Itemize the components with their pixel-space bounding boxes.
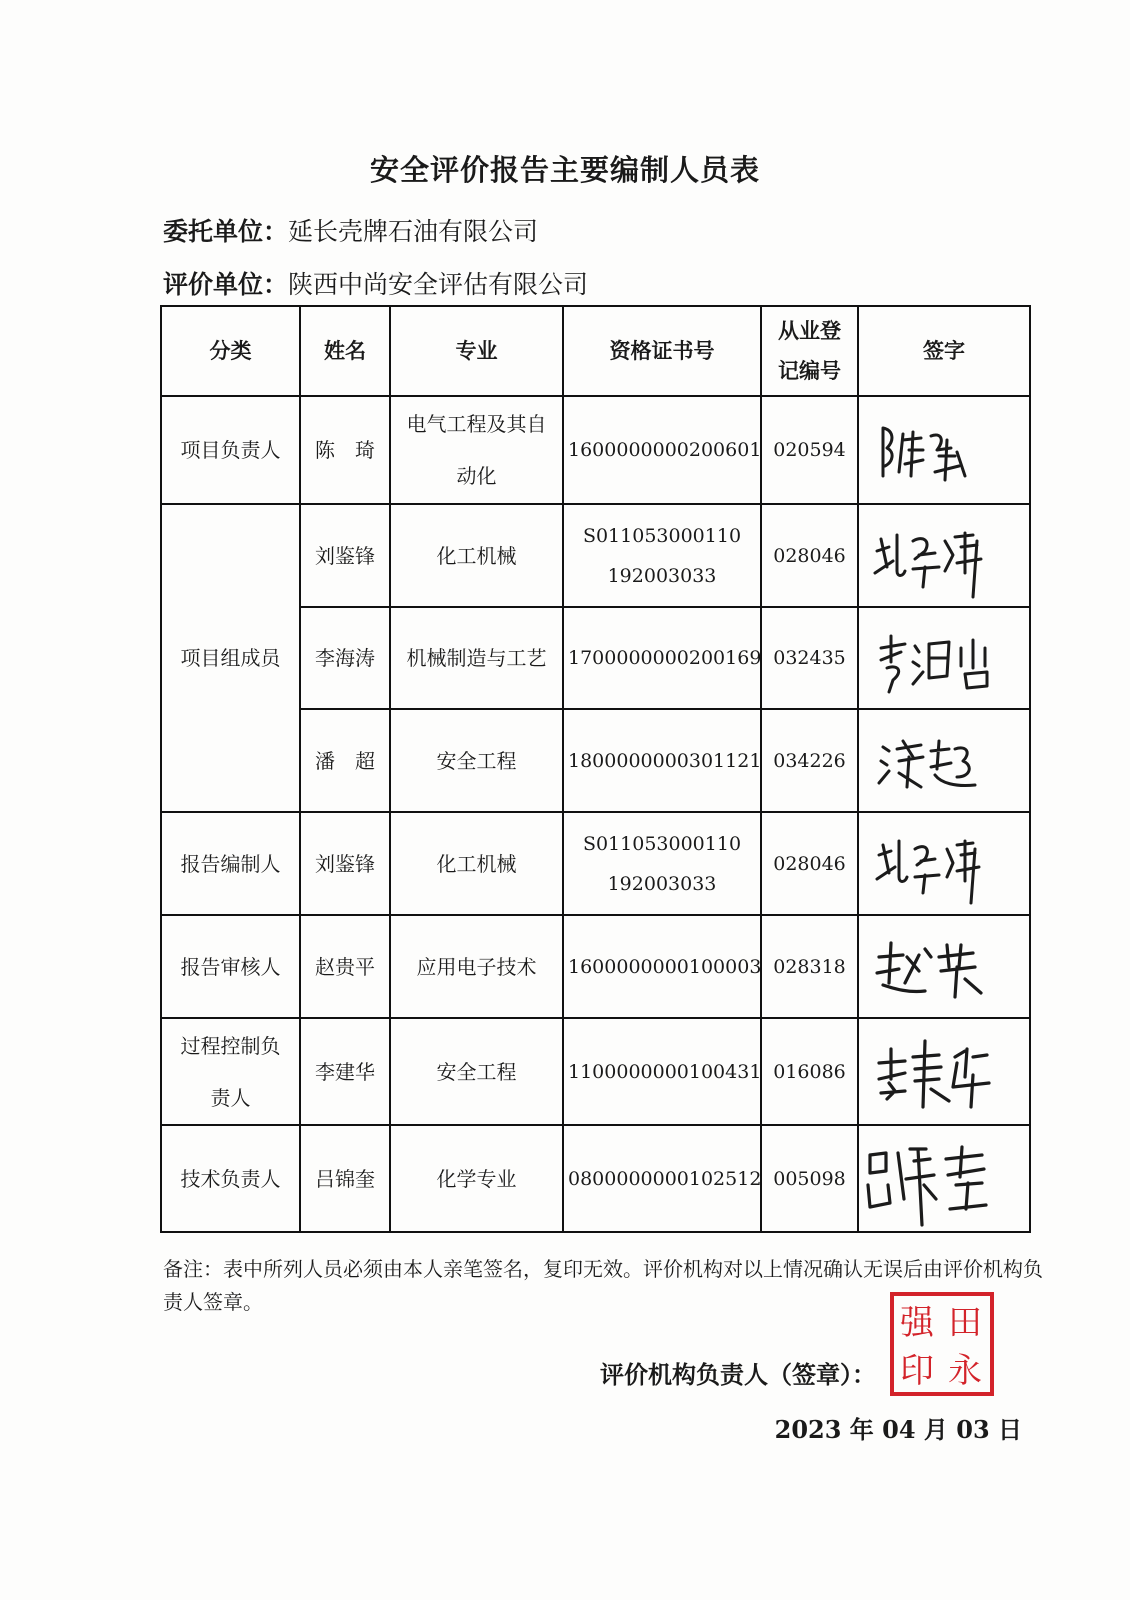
category-cell: 技术负责人 [161, 1125, 300, 1232]
table-row [161, 812, 1030, 915]
signature-cell [858, 709, 1030, 812]
client-line [163, 212, 538, 248]
handwritten-signature-image [869, 819, 1019, 909]
category-cell: 项目负责人 [161, 396, 300, 504]
certificate-cell: 0800000000102512 [563, 1125, 761, 1232]
certificate-cell: 1600000000200601 [563, 396, 761, 504]
client-label: 委托单位： [163, 217, 289, 246]
handwritten-signature-image [869, 721, 1019, 801]
signature-cell [858, 812, 1030, 915]
registration-cell: 028046 [761, 504, 858, 607]
header-signature: 签字 [858, 306, 1030, 396]
document-title: 安全评价报告主要编制人员表 [369, 153, 760, 187]
personal-seal-stamp [888, 1290, 996, 1398]
name-cell: 潘 超 [300, 709, 390, 812]
header-certificate: 资格证书号 [563, 306, 761, 396]
document-date: 2023 年 04 月 03 日 [774, 1415, 1022, 1444]
registration-cell: 005098 [761, 1125, 858, 1232]
handwritten-signature-image [869, 511, 1019, 601]
registration-cell: 016086 [761, 1018, 858, 1125]
major-cell: 电气工程及其自动化 [390, 396, 563, 504]
major-cell: 应用电子技术 [390, 915, 563, 1018]
category-cell: 过程控制负责人 [161, 1018, 300, 1125]
registration-cell: 020594 [761, 396, 858, 504]
name-cell: 陈 琦 [300, 396, 390, 504]
signature-cell [858, 396, 1030, 504]
certificate-cell: S011053000110192003033 [563, 504, 761, 607]
signature-cell [858, 504, 1030, 607]
table-row [161, 504, 1030, 607]
name-cell: 赵贵平 [300, 915, 390, 1018]
table-row [161, 1125, 1030, 1232]
header-category: 分类 [161, 306, 300, 396]
signature-cell [858, 1125, 1030, 1232]
client-value: 延长壳牌石油有限公司 [288, 217, 539, 246]
svg-text:永: 永 [948, 1351, 982, 1391]
header-name: 姓名 [300, 306, 390, 396]
name-cell: 刘鉴锋 [300, 812, 390, 915]
name-cell: 刘鉴锋 [300, 504, 390, 607]
certificate-cell: S011053000110192003033 [563, 812, 761, 915]
header-registration: 从业登记编号 [761, 306, 858, 396]
evaluator-line [163, 265, 588, 301]
category-cell: 项目组成员 [161, 504, 300, 812]
name-cell: 李建华 [300, 1018, 390, 1125]
category-cell: 报告审核人 [161, 915, 300, 1018]
table-row [161, 915, 1030, 1018]
major-cell: 机械制造与工艺 [390, 607, 563, 709]
registration-cell: 032435 [761, 607, 858, 709]
major-cell: 化工机械 [390, 504, 563, 607]
registration-cell: 028318 [761, 915, 858, 1018]
svg-text:印: 印 [900, 1351, 934, 1391]
table-row [161, 1018, 1030, 1125]
major-cell: 化工机械 [390, 812, 563, 915]
signature-cell [858, 1018, 1030, 1125]
registration-cell: 034226 [761, 709, 858, 812]
evaluator-value: 陕西中尚安全评估有限公司 [288, 270, 589, 299]
svg-text:强: 强 [900, 1303, 934, 1343]
certificate-cell: 1600000000100003 [563, 915, 761, 1018]
signature-cell [858, 607, 1030, 709]
category-cell: 报告编制人 [161, 812, 300, 915]
remark-note: 备注：表中所列人员必须由本人亲笔签名，复印无效。评价机构对以上情况确认无误后由评价机构负责人签章。 [163, 1257, 1043, 1314]
header-major: 专业 [390, 306, 563, 396]
certificate-cell: 1800000000301121 [563, 709, 761, 812]
handwritten-signature-image [869, 1027, 1019, 1117]
handwritten-signature-image [869, 618, 1019, 698]
signature-cell [858, 915, 1030, 1018]
svg-text:田: 田 [948, 1303, 982, 1343]
evaluator-label: 评价单位： [163, 270, 289, 299]
handwritten-signature-image [864, 1129, 1024, 1229]
registration-cell: 028046 [761, 812, 858, 915]
name-cell: 李海涛 [300, 607, 390, 709]
table-row [161, 396, 1030, 504]
major-cell: 安全工程 [390, 1018, 563, 1125]
handwritten-signature-image [869, 927, 1019, 1007]
handwritten-signature-image [869, 410, 1019, 490]
signatory-label: 评价机构负责人（签章）： [600, 1360, 876, 1389]
certificate-cell: 1700000000200169 [563, 607, 761, 709]
table-header-row [161, 306, 1030, 396]
major-cell: 安全工程 [390, 709, 563, 812]
certificate-cell: 1100000000100431 [563, 1018, 761, 1125]
major-cell: 化学专业 [390, 1125, 563, 1232]
staff-table [160, 305, 1031, 1233]
name-cell: 吕锦奎 [300, 1125, 390, 1232]
